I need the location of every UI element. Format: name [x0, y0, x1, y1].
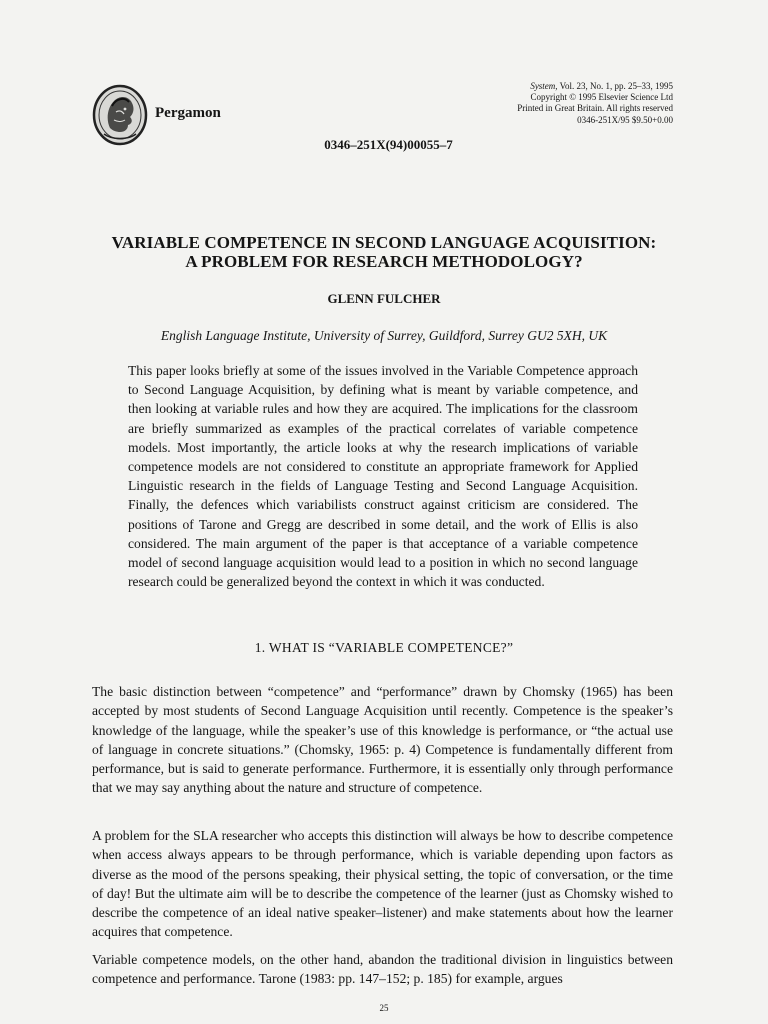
printed-line: Printed in Great Britain. All rights reserved	[517, 103, 673, 114]
citation-block	[517, 81, 673, 126]
abstract: This paper looks briefly at some of the issues involved in the Variable Competence approach to Second Language Acquisition, by defining what is meant by variable competence, and then looking at variable rules and how they are acquired. The implications for the classroom are briefly summarized as examples of the practical correlates of variable competence models. Most importantly, the article looks at why the research implications of variable competence models are not considered to constitute an appropriate framework for Applied Linguistic research in the fields of Language Testing and Second Language Acquisition. Finally, the defences which variabilists construct against criticism are considered. The positions of Tarone and Gregg are described in some detail, and the work of Ellis is also considered. The main argument of the paper is that acceptance of a variable competence model of second language acquisition would lead to a position in which no second language research could be generalized beyond the context in which it was conducted.	[128, 363, 638, 590]
author-affiliation: English Language Institute, University of Surrey, Guildford, Surrey GU2 5XH, UK	[160, 328, 608, 343]
page-number: 25	[379, 1003, 389, 1013]
title-line-1: VARIABLE COMPETENCE IN SECOND LANGUAGE ACQUISITION:	[111, 233, 657, 252]
body-paragraph: The basic distinction between “competence” and “performance” drawn by Chomsky (1965) has been accepted by most students of Second Language Acquisition until recently. Competence is the speaker’s knowledge of the language, while the speaker’s use of this knowledge is performance, or “the actual use of language in concrete situations.” (Chomsky, 1965: p. 4) Competence is fundamentally different from performance, but is said to generate performance. Furthermore, it is essentially only through performance that we may say anything about the nature and structure of competence.	[92, 684, 673, 796]
author-name: GLENN FULCHER	[327, 291, 441, 306]
body-paragraph: Variable competence models, on the other hand, abandon the traditional division in linguistics between competence and performance. Tarone (1983: pp. 147–152; p. 185) for example, argues	[92, 952, 673, 987]
publisher-name: Pergamon	[155, 105, 221, 121]
article-title	[60, 233, 708, 271]
section-heading: 1. WHAT IS “VARIABLE COMPETENCE?”	[254, 640, 514, 655]
copyright-line: Copyright © 1995 Elsevier Science Ltd	[530, 92, 673, 103]
issn-price-line: 0346-251X/95 $9.50+0.00	[577, 114, 673, 125]
article-identifier: 0346–251X(94)00055–7	[324, 137, 453, 152]
volume-info: Vol. 23, No. 1, pp. 25–33, 1995	[559, 81, 673, 91]
body-paragraph: A problem for the SLA researcher who accepts this distinction will always be how to describe competence when access always appears to be through performance, which is variable depending upon factors as diverse as the mood of the persons speaking, their physical setting, the topic of conversation, or the time of day! But the ultimate aim will be to describe the competence of the learner (just as Chomsky wished to describe the competence of an ideal native speaker–listener) and make statements about how the learner acquires that competence.	[92, 828, 673, 940]
journal-name: System,	[530, 81, 558, 91]
citation-journal-line	[517, 81, 673, 92]
title-line-2: A PROBLEM FOR RESEARCH METHODOLOGY?	[185, 252, 583, 271]
